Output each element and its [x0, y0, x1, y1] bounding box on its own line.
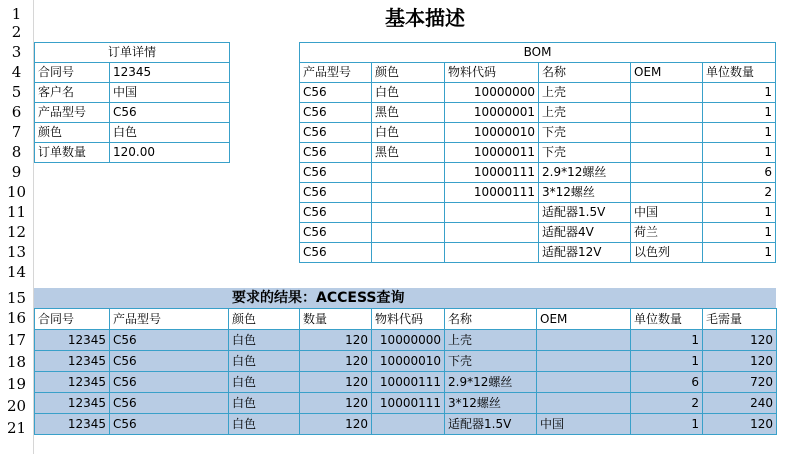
- column-header[interactable]: 单位数量: [703, 63, 776, 83]
- table-cell[interactable]: [631, 123, 703, 143]
- table-cell[interactable]: C56: [300, 163, 372, 183]
- table-cell[interactable]: [631, 163, 703, 183]
- row-number[interactable]: 4: [11, 63, 22, 81]
- row-number[interactable]: 21: [6, 419, 27, 437]
- table-cell[interactable]: 10000111: [372, 372, 445, 393]
- column-header[interactable]: 产品型号: [110, 309, 229, 330]
- table-cell[interactable]: 白色: [229, 372, 300, 393]
- table-row: [300, 203, 776, 223]
- table-cell[interactable]: 下壳: [445, 351, 537, 372]
- table-row: [35, 103, 230, 123]
- table-cell[interactable]: 下壳: [539, 123, 631, 143]
- order-value-cell[interactable]: 白色: [110, 123, 230, 143]
- column-header[interactable]: 物料代码: [445, 63, 539, 83]
- table-cell[interactable]: 6: [703, 163, 776, 183]
- table-cell[interactable]: 适配器12V: [539, 243, 631, 263]
- table-row: [300, 163, 776, 183]
- column-header[interactable]: 数量: [300, 309, 372, 330]
- table-cell[interactable]: C56: [300, 203, 372, 223]
- table-cell[interactable]: C56: [300, 123, 372, 143]
- row-number[interactable]: 14: [6, 263, 27, 281]
- bom-table: [299, 42, 776, 263]
- table-cell[interactable]: [537, 351, 631, 372]
- order-label-cell[interactable]: 颜色: [35, 123, 110, 143]
- table-cell[interactable]: 3*12螺丝: [445, 393, 537, 414]
- row-number[interactable]: 13: [6, 243, 27, 261]
- column-header[interactable]: OEM: [537, 309, 631, 330]
- table-cell[interactable]: C56: [300, 183, 372, 203]
- table-cell[interactable]: 适配器1.5V: [445, 414, 537, 435]
- table-row: [35, 372, 777, 393]
- order-label-cell[interactable]: 订单数量: [35, 143, 110, 163]
- table-row: [300, 243, 776, 263]
- row-number[interactable]: 5: [11, 83, 22, 101]
- table-cell[interactable]: [445, 203, 539, 223]
- table-cell[interactable]: [372, 243, 445, 263]
- table-cell[interactable]: 1: [703, 223, 776, 243]
- table-cell[interactable]: 上壳: [539, 103, 631, 123]
- result-header-row: [35, 309, 777, 330]
- table-cell[interactable]: 12345: [35, 393, 110, 414]
- table-cell[interactable]: 黑色: [372, 103, 445, 123]
- table-cell[interactable]: 120: [300, 393, 372, 414]
- table-cell[interactable]: 黑色: [372, 143, 445, 163]
- table-cell[interactable]: 中国: [537, 414, 631, 435]
- order-value-cell[interactable]: 中国: [110, 83, 230, 103]
- table-cell[interactable]: C56: [300, 243, 372, 263]
- table-cell[interactable]: 10000111: [445, 163, 539, 183]
- bom-header-row: [300, 63, 776, 83]
- table-row: [300, 223, 776, 243]
- row-number[interactable]: 9: [11, 163, 22, 181]
- table-cell[interactable]: 120: [300, 351, 372, 372]
- row-number[interactable]: 12: [6, 223, 27, 241]
- table-cell[interactable]: 1: [631, 351, 703, 372]
- order-value-cell[interactable]: 120.00: [110, 143, 230, 163]
- table-cell[interactable]: 下壳: [539, 143, 631, 163]
- table-row: [35, 330, 777, 351]
- table-cell[interactable]: [631, 143, 703, 163]
- table-cell[interactable]: [372, 183, 445, 203]
- result-table: [34, 308, 777, 435]
- table-cell[interactable]: 720: [703, 372, 777, 393]
- row-number[interactable]: 17: [6, 331, 27, 349]
- column-header[interactable]: 颜色: [229, 309, 300, 330]
- table-cell[interactable]: 1: [703, 123, 776, 143]
- column-header[interactable]: 名称: [539, 63, 631, 83]
- table-cell[interactable]: [631, 83, 703, 103]
- row-number[interactable]: 1: [11, 5, 22, 23]
- sheet-title: 基本描述: [385, 6, 465, 30]
- table-cell[interactable]: [445, 223, 539, 243]
- table-row: [300, 83, 776, 103]
- table-cell[interactable]: 120: [300, 372, 372, 393]
- row-number[interactable]: 7: [11, 123, 22, 141]
- table-cell[interactable]: 120: [703, 330, 777, 351]
- table-cell[interactable]: [631, 103, 703, 123]
- result-title-bar: [34, 288, 776, 308]
- table-cell[interactable]: 上壳: [445, 330, 537, 351]
- column-header[interactable]: 颜色: [372, 63, 445, 83]
- order-value-cell[interactable]: 12345: [110, 63, 230, 83]
- row-number[interactable]: 10: [6, 183, 27, 201]
- row-number[interactable]: 11: [6, 203, 27, 221]
- table-cell[interactable]: 240: [703, 393, 777, 414]
- row-number[interactable]: 8: [11, 143, 22, 161]
- order-title-row: [35, 43, 230, 63]
- table-cell[interactable]: 适配器4V: [539, 223, 631, 243]
- table-cell[interactable]: 以色列: [631, 243, 703, 263]
- table-cell[interactable]: 10000000: [445, 83, 539, 103]
- table-cell[interactable]: C56: [110, 330, 229, 351]
- table-cell[interactable]: C56: [300, 103, 372, 123]
- table-cell[interactable]: 10000001: [445, 103, 539, 123]
- table-cell[interactable]: 10000010: [445, 123, 539, 143]
- bom-title-row: [300, 43, 776, 63]
- table-cell[interactable]: C56: [300, 143, 372, 163]
- table-cell[interactable]: 10000111: [445, 183, 539, 203]
- table-cell[interactable]: 120: [300, 330, 372, 351]
- table-cell[interactable]: [537, 330, 631, 351]
- table-cell[interactable]: 3*12螺丝: [539, 183, 631, 203]
- bom-title-cell[interactable]: BOM: [300, 43, 776, 63]
- table-cell[interactable]: 白色: [229, 351, 300, 372]
- table-row: [35, 143, 230, 163]
- column-header[interactable]: 名称: [445, 309, 537, 330]
- table-cell[interactable]: 120: [300, 414, 372, 435]
- table-cell[interactable]: 中国: [631, 203, 703, 223]
- table-row: [300, 103, 776, 123]
- table-row: [300, 143, 776, 163]
- table-cell[interactable]: C56: [110, 414, 229, 435]
- table-cell[interactable]: 2: [631, 393, 703, 414]
- table-cell[interactable]: 白色: [229, 330, 300, 351]
- table-cell[interactable]: 2.9*12螺丝: [445, 372, 537, 393]
- row-number[interactable]: 19: [6, 375, 27, 393]
- order-label-cell[interactable]: 客户名: [35, 83, 110, 103]
- table-cell[interactable]: [537, 393, 631, 414]
- table-cell[interactable]: 1: [703, 243, 776, 263]
- column-header[interactable]: 毛需量: [703, 309, 777, 330]
- table-cell[interactable]: [372, 223, 445, 243]
- table-cell[interactable]: 12345: [35, 351, 110, 372]
- table-cell[interactable]: 120: [703, 351, 777, 372]
- table-cell[interactable]: C56: [300, 223, 372, 243]
- table-cell[interactable]: [445, 243, 539, 263]
- table-row: [300, 183, 776, 203]
- column-header[interactable]: 产品型号: [300, 63, 372, 83]
- row-number-column: [0, 0, 34, 454]
- column-header[interactable]: 合同号: [35, 309, 110, 330]
- row-number[interactable]: 20: [6, 397, 27, 415]
- table-row: [35, 123, 230, 143]
- table-cell[interactable]: 10000010: [372, 351, 445, 372]
- table-cell[interactable]: 1: [631, 330, 703, 351]
- table-cell[interactable]: 2: [703, 183, 776, 203]
- table-cell[interactable]: 白色: [229, 414, 300, 435]
- table-cell[interactable]: 12345: [35, 372, 110, 393]
- order-label-cell[interactable]: 合同号: [35, 63, 110, 83]
- order-value-cell[interactable]: C56: [110, 103, 230, 123]
- table-row: [300, 123, 776, 143]
- table-cell[interactable]: 荷兰: [631, 223, 703, 243]
- table-cell[interactable]: C56: [110, 393, 229, 414]
- table-cell[interactable]: 12345: [35, 414, 110, 435]
- table-cell[interactable]: 10000000: [372, 330, 445, 351]
- table-cell[interactable]: 6: [631, 372, 703, 393]
- table-row: [35, 83, 230, 103]
- table-cell[interactable]: 10000011: [445, 143, 539, 163]
- table-cell[interactable]: 1: [703, 143, 776, 163]
- table-cell[interactable]: C56: [300, 83, 372, 103]
- table-cell[interactable]: [372, 203, 445, 223]
- table-cell[interactable]: 白色: [229, 393, 300, 414]
- column-header[interactable]: 物料代码: [372, 309, 445, 330]
- table-cell[interactable]: [372, 163, 445, 183]
- table-cell[interactable]: 12345: [35, 330, 110, 351]
- table-row: [35, 393, 777, 414]
- row-number[interactable]: 3: [11, 43, 22, 61]
- row-number[interactable]: 2: [11, 23, 22, 41]
- order-details-table: [34, 42, 230, 163]
- table-cell[interactable]: 1: [703, 103, 776, 123]
- table-row: [35, 63, 230, 83]
- row-number[interactable]: 16: [6, 309, 27, 327]
- table-cell[interactable]: 1: [703, 83, 776, 103]
- table-cell[interactable]: 适配器1.5V: [539, 203, 631, 223]
- result-title: 要求的结果：ACCESS查询: [232, 290, 405, 306]
- column-header[interactable]: OEM: [631, 63, 703, 83]
- table-cell[interactable]: 120: [703, 414, 777, 435]
- table-row: [35, 414, 777, 435]
- table-cell[interactable]: 1: [703, 203, 776, 223]
- table-cell[interactable]: 1: [631, 414, 703, 435]
- order-title-cell[interactable]: 订单详情: [35, 43, 230, 63]
- table-cell[interactable]: C56: [110, 351, 229, 372]
- row-number[interactable]: 18: [6, 353, 27, 371]
- table-cell[interactable]: [537, 372, 631, 393]
- row-number[interactable]: 15: [6, 289, 27, 307]
- table-cell[interactable]: 10000111: [372, 393, 445, 414]
- order-label-cell[interactable]: 产品型号: [35, 103, 110, 123]
- table-cell[interactable]: [372, 414, 445, 435]
- table-cell[interactable]: 上壳: [539, 83, 631, 103]
- table-cell[interactable]: 白色: [372, 83, 445, 103]
- table-cell[interactable]: C56: [110, 372, 229, 393]
- table-row: [35, 351, 777, 372]
- table-cell[interactable]: 2.9*12螺丝: [539, 163, 631, 183]
- table-cell[interactable]: [631, 183, 703, 203]
- row-number[interactable]: 6: [11, 103, 22, 121]
- column-header[interactable]: 单位数量: [631, 309, 703, 330]
- table-cell[interactable]: 白色: [372, 123, 445, 143]
